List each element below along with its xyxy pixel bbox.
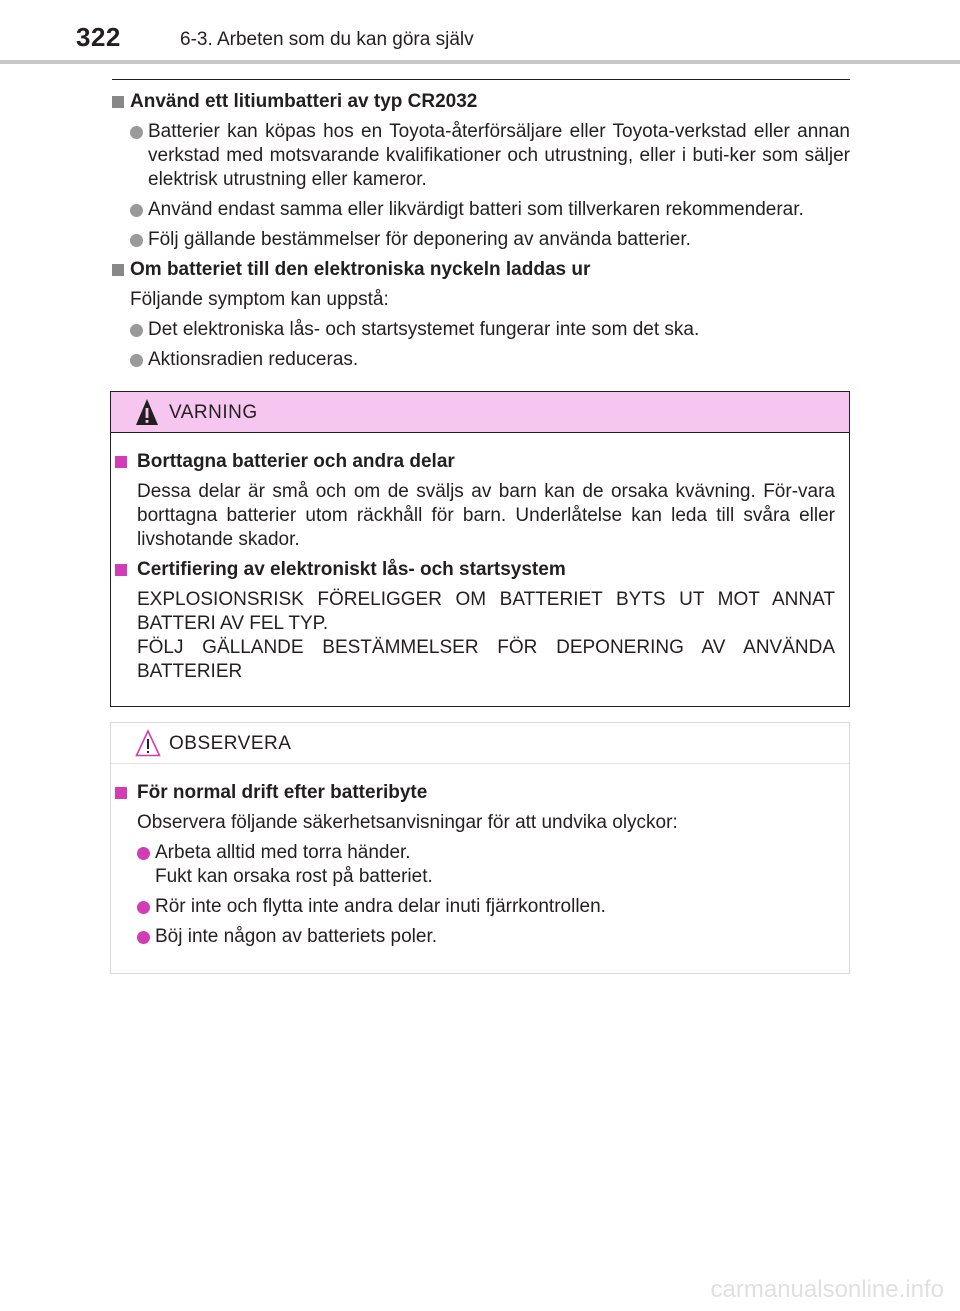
square-bullet-icon — [112, 264, 124, 276]
warning-heading: Borttagna batterier och andra delar — [111, 450, 849, 474]
warning-label: VARNING — [169, 402, 258, 423]
section-title: 6-3. Arbeten som du kan göra själv — [180, 29, 474, 50]
warning-header — [111, 392, 849, 433]
main-content — [112, 90, 850, 378]
notice-heading: För normal drift efter batteribyte — [111, 781, 849, 805]
caution-triangle-icon — [135, 729, 161, 757]
circle-bullet-icon — [137, 931, 150, 944]
notice-box — [110, 722, 850, 974]
bullet-item: Batterier kan köpas hos en Toyota-återförsäljare eller Toyota-verkstad eller annan verkstad med motsvarande kvalifikationer och utrustning, eller i buti-ker som säljer elektrisk utrustning eller kameror. — [112, 120, 850, 192]
notice-header — [111, 723, 849, 764]
warning-text: Dessa delar är små och om de sväljs av barn kan de orsaka kvävning. För-vara borttagna batterier utom räckhåll för barn. Underlåtelse kan leda till svåra eller livshotande skador. — [137, 481, 835, 550]
circle-bullet-icon — [130, 324, 143, 337]
notice-body — [111, 781, 849, 955]
square-bullet-icon — [115, 787, 127, 799]
circle-bullet-icon — [137, 901, 150, 914]
warning-box — [110, 391, 850, 707]
bullet-item: Det elektroniska lås- och startsystemet fungerar inte som det ska. — [112, 318, 850, 342]
warning-heading: Certifiering av elektroniskt lås- och startsystem — [111, 558, 849, 582]
warning-text: FÖLJ GÄLLANDE BESTÄMMELSER FÖR DEPONERING AV ANVÄNDA BATTERIER — [137, 637, 835, 682]
warning-triangle-icon — [135, 398, 159, 426]
watermark: carmanualsonline.info — [710, 1276, 944, 1303]
notice-bullet: Arbeta alltid med torra händer. Fukt kan orsaka rost på batteriet. — [111, 841, 849, 889]
circle-bullet-icon — [130, 126, 143, 139]
header-divider — [0, 60, 960, 64]
warning-text: EXPLOSIONSRISK FÖRELIGGER OM BATTERIET BYTS UT MOT ANNAT BATTERI AV FEL TYP. — [137, 589, 835, 634]
notice-label: OBSERVERA — [169, 733, 292, 754]
notice-bullet: Rör inte och flytta inte andra delar inuti fjärrkontrollen. — [111, 895, 849, 919]
bullet-item: Använd endast samma eller likvärdigt batteri som tillverkaren rekommenderar. — [112, 198, 850, 222]
circle-bullet-icon — [130, 204, 143, 217]
circle-bullet-icon — [137, 847, 150, 860]
square-bullet-icon — [115, 564, 127, 576]
page-header — [0, 0, 960, 62]
warning-body — [111, 450, 849, 690]
square-bullet-icon — [115, 456, 127, 468]
notice-bullet: Böj inte någon av batteriets poler. — [111, 925, 849, 949]
page-number: 322 — [76, 22, 121, 52]
notice-intro: Observera följande säkerhetsanvisningar för att undvika olyckor: — [137, 812, 678, 833]
bullet-item: Aktionsradien reduceras. — [112, 348, 850, 372]
section-heading: Använd ett litiumbatteri av typ CR2032 — [112, 90, 850, 114]
intro-text: Följande symptom kan uppstå: — [130, 289, 389, 310]
square-bullet-icon — [112, 96, 124, 108]
circle-bullet-icon — [130, 234, 143, 247]
content-divider — [112, 79, 850, 80]
section-heading: Om batteriet till den elektroniska nyckeln laddas ur — [112, 258, 850, 282]
bullet-item: Följ gällande bestämmelser för deponering av använda batterier. — [112, 228, 850, 252]
circle-bullet-icon — [130, 354, 143, 367]
